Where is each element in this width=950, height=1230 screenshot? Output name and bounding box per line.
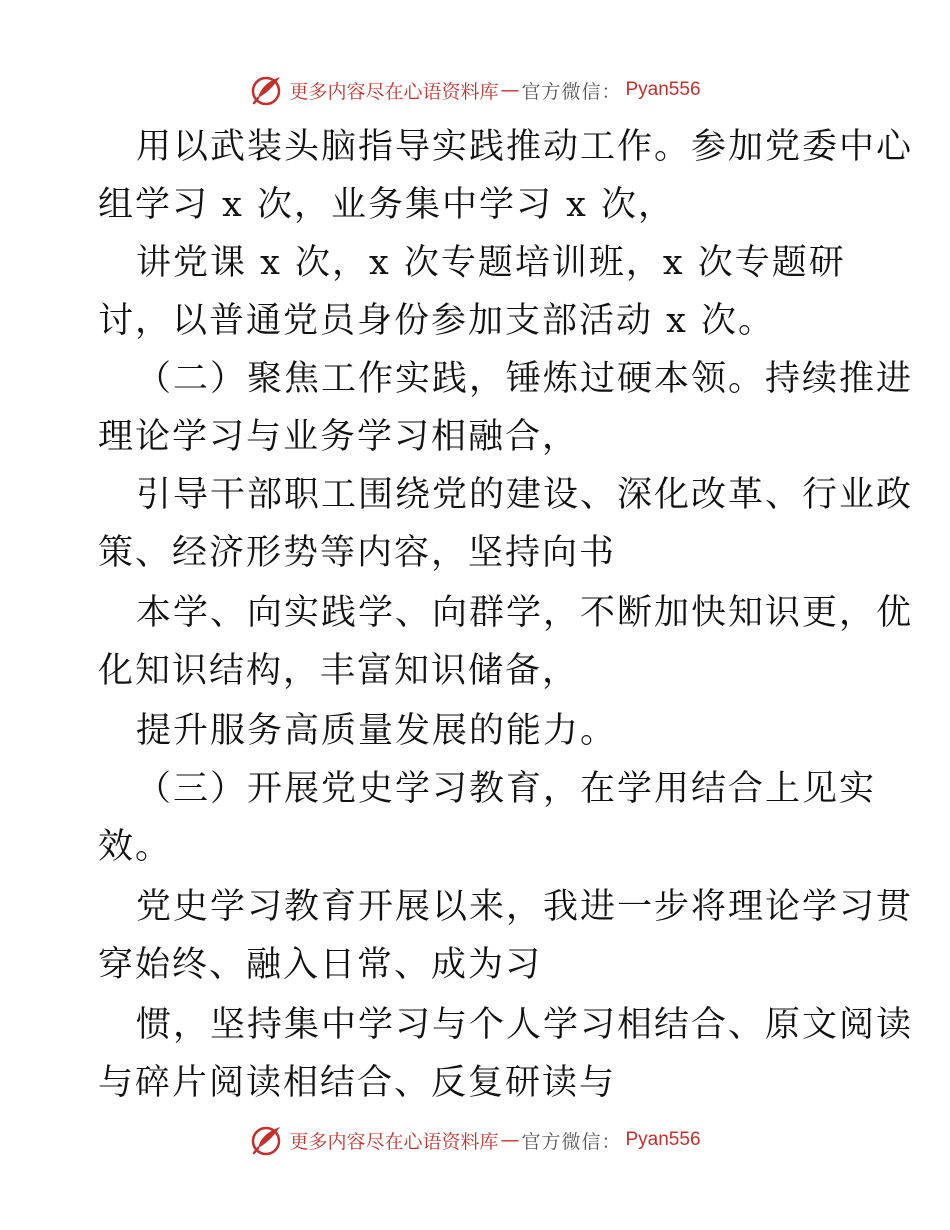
body-line: 惯，坚持集中学习与个人学习相结合、原文阅读 (136, 1005, 914, 1045)
leaf-pen-logo-icon (249, 1122, 285, 1158)
body-line: （二）聚焦工作实践，锤炼过硬本领。持续推进 (136, 359, 914, 399)
watermark-main-text: 更多内容尽在心语资料库 (289, 1130, 499, 1153)
footer-watermark (0, 1118, 950, 1162)
body-line: 党史学习教育开展以来，我进一步将理论学习贯 (136, 887, 914, 927)
watermark-separator: — (500, 1129, 520, 1151)
body-line: 理论学习与业务学习相融合， (98, 417, 580, 457)
body-line: 讨，以普通党员身份参加支部活动 x 次。 (98, 301, 775, 341)
body-line: 引导干部职工围绕党的建设、深化改革、行业政 (136, 475, 914, 515)
body-line: 提升服务高质量发展的能力。 (136, 711, 618, 751)
body-line: 与碎片阅读相结合、反复研读与 (98, 1063, 617, 1103)
header-watermark (0, 68, 950, 112)
body-line: （三）开展党史学习教育，在学用结合上见实 (136, 769, 877, 809)
watermark-wechat-id: Pyan556 (625, 79, 701, 100)
body-line: 本学、向实践学、向群学，不断加快知识更，优 (136, 593, 914, 633)
body-line: 组学习 x 次，业务集中学习 x 次， (98, 185, 675, 225)
watermark-separator: — (500, 79, 520, 101)
body-line: 化知识结构，丰富知识储备， (98, 651, 580, 691)
body-line: 效。 (98, 827, 173, 867)
leaf-pen-logo-icon (249, 72, 285, 108)
body-line: 策、经济形势等内容，坚持向书 (98, 533, 617, 573)
body-line: 穿始终、融入日常、成为习 (98, 945, 543, 985)
watermark-wechat-label: 官方微信： (521, 80, 622, 103)
watermark-wechat-id: Pyan556 (625, 1129, 701, 1150)
body-line: 讲党课 x 次，x 次专题培训班，x 次专题研 (136, 243, 846, 283)
watermark-wechat-label: 官方微信： (521, 1130, 622, 1153)
watermark-main-text: 更多内容尽在心语资料库 (289, 80, 499, 103)
body-line: 用以武装头脑指导实践推动工作。参加党委中心 (136, 127, 914, 167)
